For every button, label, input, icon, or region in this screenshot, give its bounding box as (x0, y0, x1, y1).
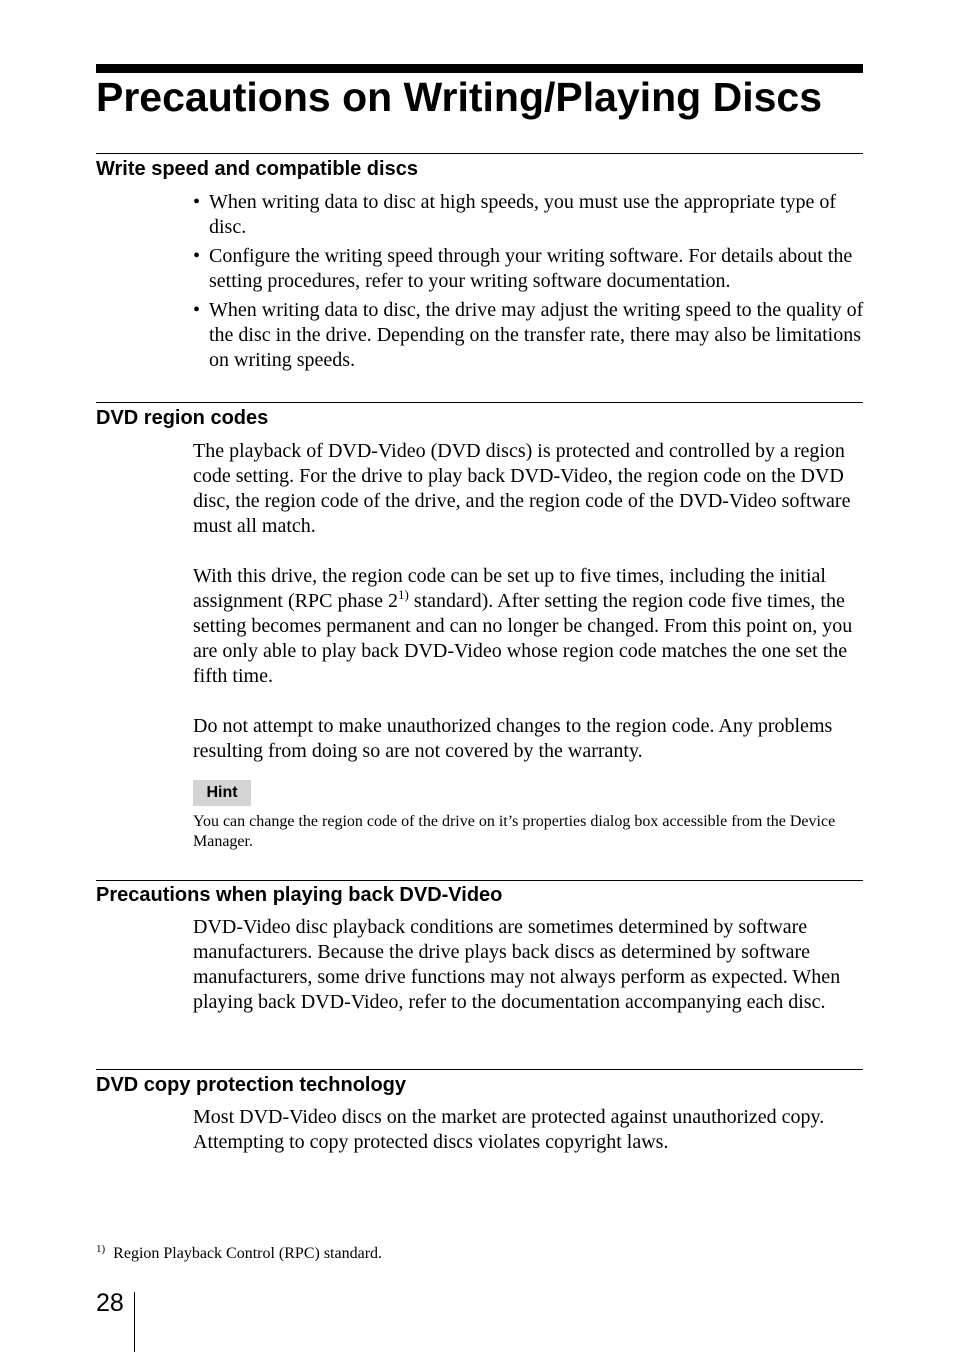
list-item (193, 190, 865, 240)
paragraph: The playback of DVD-Video (DVD discs) is protected and controlled by a region code setting. For the drive to play back DVD-Video, the region code on the DVD disc, the region code of the drive, and the region code of the DVD-Video software must all match. (193, 440, 851, 537)
list-item-text: Configure the writing speed through your writing software. For details about the setting procedures, refer to your writing software documentation. (209, 245, 853, 292)
footnote (96, 1244, 382, 1264)
paragraph (193, 564, 865, 689)
copy-protection-section (193, 1105, 865, 1155)
paragraph: Do not attempt to make unauthorized changes to the region code. Any problems resulting from doing so are not covered by the warranty. (193, 715, 833, 762)
bullet-icon: • (193, 245, 201, 267)
hint-text: You can change the region code of the drive on it’s properties dialog box accessible from the Device Manager. (193, 813, 836, 850)
dvd-video-precautions-section (193, 915, 865, 1015)
section-divider (96, 153, 863, 154)
list-item (193, 244, 865, 294)
paragraph-text: standard). After setting the region code five times, the setting becomes permanent and can no longer be changed. From this point on, you are only able to play back DVD-Video whose region code matches the one set the fifth time. (193, 590, 853, 687)
paragraph: DVD-Video disc playback conditions are sometimes determined by software manufacturers. Because the drive plays back discs as determined by software manufacturers, some drive functions may not always perform as expected. When playing back DVD-Video, refer to the documentation accompanying each disc. (193, 916, 841, 1013)
section-divider (96, 402, 863, 403)
paragraph-text: With this drive, the region code can be set up to five times, including the initial assignment (RPC phase 2 (193, 565, 826, 612)
write-speed-bullet-list (193, 190, 865, 373)
page-title: Precautions on Writing/Playing Discs (96, 74, 823, 120)
bullet-icon: • (193, 299, 201, 321)
list-item (193, 298, 865, 373)
hint-label: Hint (193, 780, 251, 806)
list-item-text: When writing data to disc at high speeds, you must use the appropriate type of disc. (209, 191, 837, 238)
section-heading-write-speed: Write speed and compatible discs (96, 158, 418, 180)
footnote-reference[interactable]: 1) (398, 587, 409, 602)
page-number: 28 (96, 1289, 124, 1317)
footnote-text: Region Playback Control (RPC) standard. (113, 1245, 383, 1262)
section-heading-region-codes: DVD region codes (96, 407, 269, 429)
list-item-text: When writing data to disc, the drive may adjust the writing speed to the quality of the disc in the drive. Depending on the transfer rate, there may also be limitations on writing speeds. (209, 299, 864, 371)
section-divider (96, 1069, 863, 1070)
bullet-icon: • (193, 191, 201, 213)
page-number-rule (134, 1292, 135, 1352)
paragraph: Most DVD-Video discs on the market are protected against unauthorized copy. Attempting to copy protected discs violates copyright laws. (193, 1106, 825, 1153)
section-heading-copy-protection: DVD copy protection technology (96, 1074, 407, 1096)
region-codes-section (193, 439, 865, 764)
write-speed-section (193, 190, 865, 377)
footnote-marker: 1) (96, 1243, 106, 1255)
section-heading-dvd-video-precautions: Precautions when playing back DVD-Video (96, 884, 503, 906)
